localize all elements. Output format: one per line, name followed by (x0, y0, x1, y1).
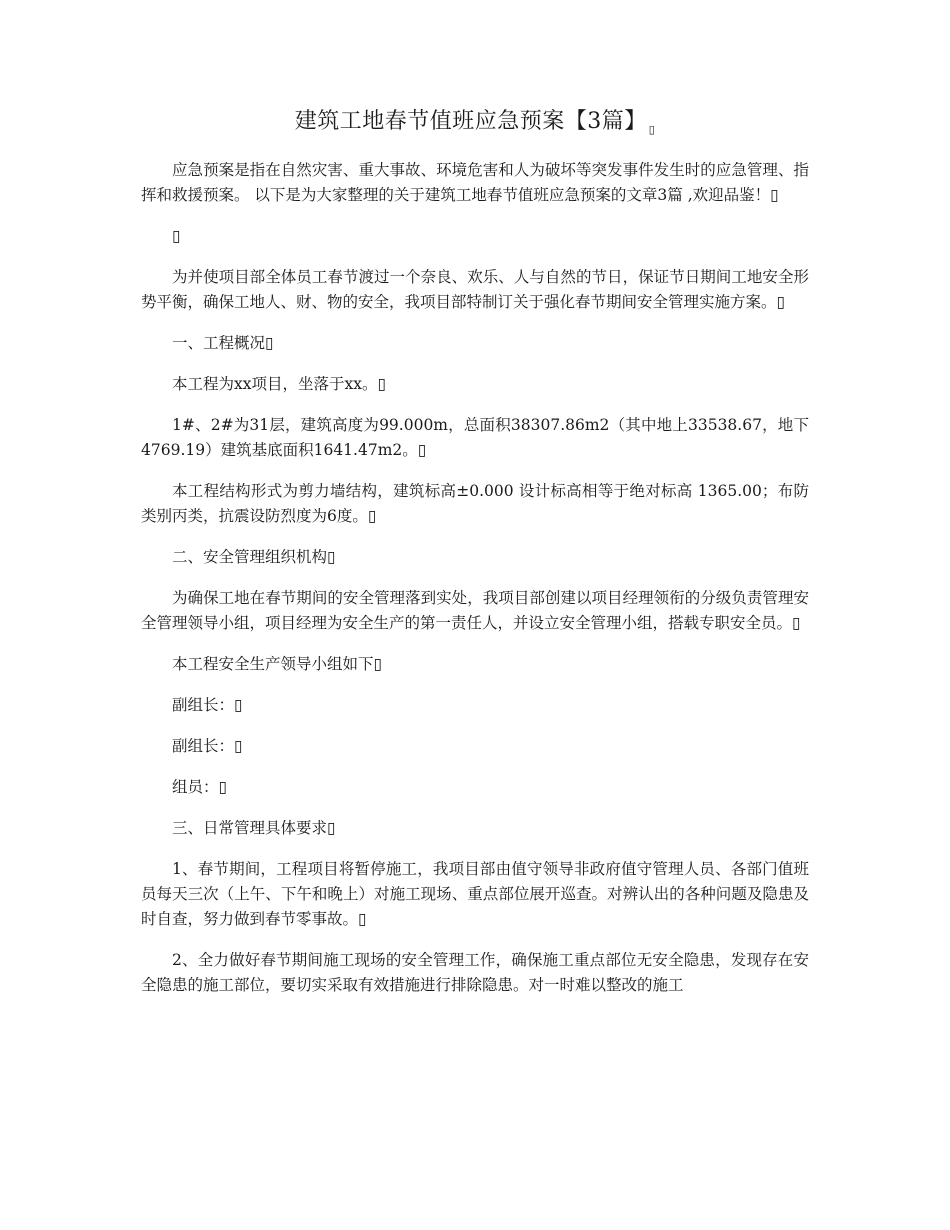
section-heading-overview: 一、工程概况▯ (172, 334, 274, 352)
paragraph-building-stats: 1#、2#为31层，建筑高度为99.000m，总面积38307.86m2（其中地上33538.67，地下4769.19）建筑基底面积1641.47m2。▯ (141, 416, 809, 459)
paragraph-leadership-group: 本工程安全生产领导小组如下▯ (172, 655, 383, 673)
section-heading-organization: 二、安全管理组织机构▯ (172, 548, 336, 566)
title-placeholder-glyph: ▯ (648, 123, 656, 136)
paragraph-intro: 应急预案是指在自然灾害、重大事故、环境危害和人为破坏等突发事件发生时的应急管理、指挥和救援预案。 以下是为大家整理的关于建筑工地春节值班应急预案的文章3篇 ,欢迎品鉴！▯ (141, 161, 809, 204)
document-body (141, 158, 809, 1014)
paragraph-requirement-1: 1、春节期间，工程项目将暂停施工，我项目部由值守领导非政府值守管理人员、各部门值班员每天三次（上午、下午和晚上）对施工现场、重点部位展开巡查。对辨认出的各种问题及隐患及时自查，努力做到春节零事故。▯ (141, 860, 809, 928)
list-item-deputy-leader: 副组长：▯ (172, 696, 243, 714)
paragraph-purpose: 为并使项目部全体员工春节渡过一个奈良、欢乐、人与自然的节日，保证节日期间工地安全形势平衡，确保工地人、财、物的安全，我项目部特制订关于强化春节期间安全管理实施方案。▯ (141, 268, 809, 311)
document-title (0, 106, 950, 146)
paragraph-blank: ▯ (172, 227, 181, 245)
list-item-members: 组员：▯ (172, 778, 228, 796)
paragraph-organization: 为确保工地在春节期间的安全管理落到实处，我项目部创建以项目经理领衔的分级负责管理安全管理领导小组，项目经理为安全生产的第一责任人，并设立安全管理小组，搭载专职安全员。▯ (141, 589, 809, 632)
list-item-deputy-leader: 副组长：▯ (172, 737, 243, 755)
paragraph-project: 本工程为xx项目，坐落于xx。▯ (172, 375, 386, 393)
document-title-text: 建筑工地春节值班应急预案【3篇】 (294, 109, 647, 134)
paragraph-structure: 本工程结构形式为剪力墙结构，建筑标高±0.000 设计标高相等于绝对标高 1365.00；布防类别丙类，抗震设防烈度为6度。▯ (141, 482, 809, 525)
paragraph-requirement-2: 2、全力做好春节期间施工现场的安全管理工作，确保施工重点部位无安全隐患，发现存在安全隐患的施工部位，要切实采取有效措施进行排除隐患。对一时难以整改的施工 (141, 951, 809, 994)
section-heading-requirements: 三、日常管理具体要求▯ (172, 819, 336, 837)
